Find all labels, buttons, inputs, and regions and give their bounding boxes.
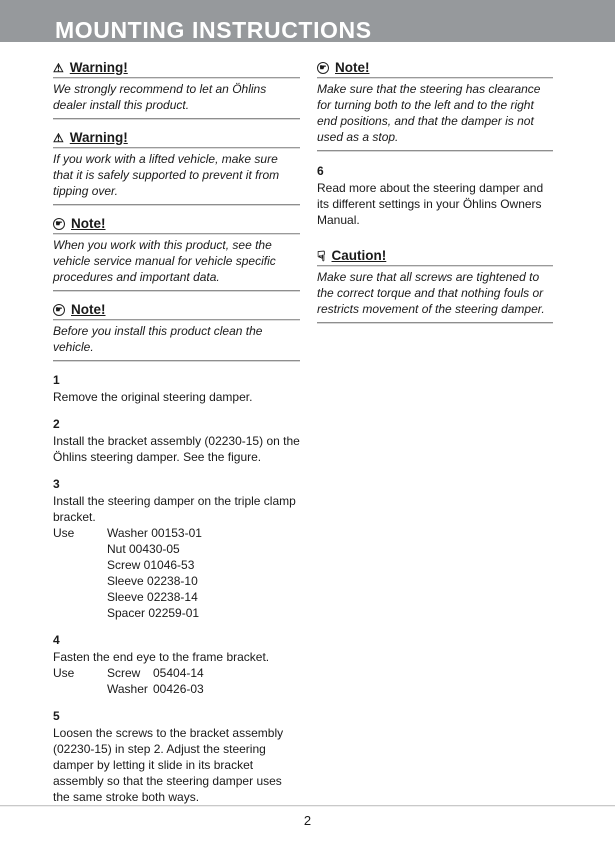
part-item — [107, 665, 204, 681]
note-heading — [53, 216, 300, 234]
caution-block — [317, 248, 553, 323]
right-column — [317, 60, 553, 816]
caution-heading — [317, 248, 553, 266]
alert-body: Make sure that all screws are tightened to the correct torque and that nothing fouls or restricts movement of the steering damper. — [317, 266, 553, 323]
alert-body: We strongly recommend to let an Öhlins dealer install this product. — [53, 78, 300, 119]
part-item: Spacer 02259-01 — [107, 606, 200, 620]
alert-body: Before you install this product clean the vehicle. — [53, 320, 300, 361]
step-text: Remove the original steering damper. — [53, 390, 253, 404]
part-code: 05404-14 — [153, 666, 204, 680]
alert-title: Warning! — [69, 60, 128, 75]
instruction-steps — [53, 372, 300, 805]
part-name: Screw — [107, 666, 141, 680]
warning-block — [53, 130, 300, 205]
parts-list — [53, 665, 300, 697]
step-number: 5 — [53, 709, 60, 723]
alert-body: Make sure that the steering has clearance for turning both to the left and to the right end positions, and that the damper is not used as a stop. — [317, 78, 553, 151]
step-3 — [53, 476, 300, 621]
parts-rows — [107, 665, 204, 697]
part-item: Washer 00153-01 — [107, 526, 202, 540]
note-heading — [317, 60, 553, 78]
alert-body: If you work with a lifted vehicle, make sure that it is safely supported to prevent it from tipping over. — [53, 148, 300, 205]
alert-title: Warning! — [69, 130, 128, 145]
step-text: Read more about the steering damper and its different settings in your Öhlins Owners Manual. — [317, 181, 544, 227]
step-2 — [53, 416, 300, 465]
step-text: Install the bracket assembly (02230-15) on the Öhlins steering damper. See the figure. — [53, 434, 300, 464]
footer-divider — [0, 805, 615, 806]
note-icon: ☛ — [53, 304, 65, 316]
alert-title: Note! — [71, 302, 106, 317]
step-number: 3 — [53, 477, 60, 491]
warning-heading — [53, 130, 300, 148]
alert-body: When you work with this product, see the vehicle service manual for vehicle specific procedures and important data. — [53, 234, 300, 291]
note-block — [53, 216, 300, 291]
step-5 — [53, 708, 300, 805]
warning-icon: ⚠ — [53, 130, 64, 145]
page-content — [0, 42, 615, 816]
note-heading — [53, 302, 300, 320]
use-label: Use — [53, 666, 75, 680]
step-number: 2 — [53, 417, 60, 431]
step-text: Install the steering damper on the triple clamp bracket. — [53, 494, 296, 524]
header-band — [0, 0, 615, 42]
note-icon: ☛ — [53, 218, 65, 230]
note-icon: ☛ — [317, 62, 329, 74]
alert-title: Note! — [71, 216, 106, 231]
warning-block — [53, 60, 300, 119]
warning-icon: ⚠ — [53, 60, 64, 75]
note-block — [53, 302, 300, 361]
step-number: 1 — [53, 373, 60, 387]
part-item — [107, 681, 204, 697]
caution-icon: ☟ — [317, 247, 326, 264]
part-item: Sleeve 02238-10 — [107, 574, 198, 588]
warning-heading — [53, 60, 300, 78]
left-column — [53, 60, 300, 816]
part-code: 00426-03 — [153, 682, 204, 696]
alert-title: Note! — [335, 60, 370, 75]
note-block — [317, 60, 553, 151]
page-title: MOUNTING INSTRUCTIONS — [55, 17, 372, 43]
parts-list — [53, 525, 300, 621]
parts-rows — [107, 525, 202, 621]
use-label: Use — [53, 526, 75, 540]
step-1 — [53, 372, 300, 405]
part-item: Nut 00430-05 — [107, 542, 180, 556]
part-item: Screw 01046-53 — [107, 558, 195, 572]
page-number: 2 — [303, 813, 312, 828]
part-name: Washer — [107, 682, 148, 696]
step-number: 6 — [317, 164, 324, 178]
step-text: Loosen the screws to the bracket assembly (02230-15) in step 2. Adjust the steering damper by letting it slide in its bracket assembly so that the steering damper uses the same stroke both ways. — [53, 726, 284, 804]
step-number: 4 — [53, 633, 60, 647]
step-4 — [53, 632, 300, 697]
alert-title: Caution! — [331, 248, 387, 263]
step-6 — [317, 163, 553, 228]
step-text: Fasten the end eye to the frame bracket. — [53, 650, 270, 664]
part-item: Sleeve 02238-14 — [107, 590, 198, 604]
